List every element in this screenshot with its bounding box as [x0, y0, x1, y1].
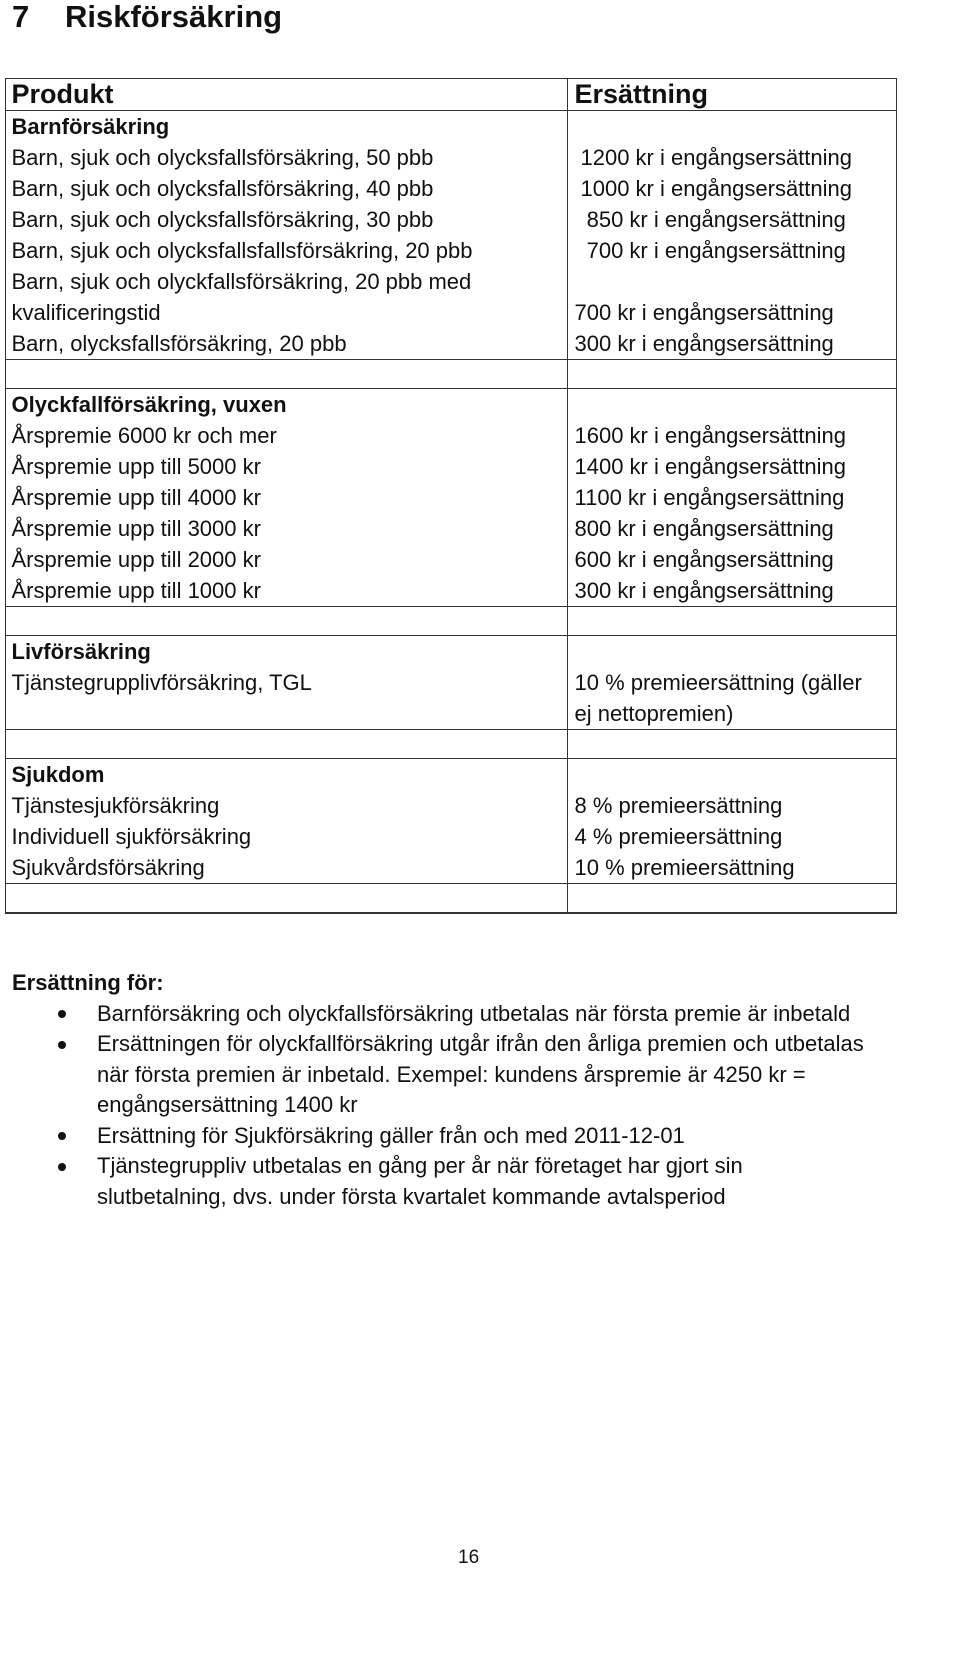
list-item-line: Barnförsäkring och olyckfallsförsäkring utbetalas när första premie är inbetald [97, 1000, 851, 1026]
product-cell: Årspremie upp till 3000 kr [6, 513, 568, 544]
bullet-icon [58, 1132, 66, 1140]
section-title: Riskförsäkring [65, 0, 283, 34]
list-item-line: slutbetalning, dvs. under första kvartalet kommande avtalsperiod [97, 1183, 726, 1209]
compensation-cell: 700 kr i engångsersättning [586, 238, 846, 263]
product-cell: Barn, sjuk och olycksfallsfallsförsäkring, 20 pbb [6, 235, 568, 266]
group-title: Livförsäkring [6, 636, 568, 667]
product-cell: Barn, sjuk och olycksfallsförsäkring, 50 pbb [6, 142, 568, 173]
compensation-cell: 1000 kr i engångsersättning [580, 176, 853, 201]
product-cell: Barn, sjuk och olycksfallsförsäkring, 40 pbb [6, 173, 568, 204]
empty-cell [6, 607, 568, 635]
bullet-icon [58, 1163, 66, 1171]
compensation-cell [568, 389, 897, 420]
table-row [6, 328, 896, 359]
group-title-row [6, 111, 896, 142]
product-cell: Barn, sjuk och olycksfallsförsäkring, 30 pbb [6, 204, 568, 235]
notes-title: Ersättning för: [12, 970, 164, 995]
table-header-row [6, 79, 896, 111]
product-cell: Individuell sjukförsäkring [6, 821, 568, 852]
table-group-barnforsakring [6, 111, 896, 266]
list-item-line: Ersättningen för olyckfallförsäkring utgår ifrån den årliga premien och utbetalas [97, 1031, 864, 1056]
table-row [6, 173, 896, 204]
header-product: Produkt [6, 79, 568, 110]
compensation-cell: 10 % premieersättning [574, 855, 795, 880]
table-row [6, 544, 896, 575]
group-title-row [6, 759, 896, 790]
empty-row [6, 606, 896, 636]
compensation-cell [568, 636, 897, 667]
header-compensation: Ersättning [574, 79, 709, 109]
product-line: kvalificeringstid [11, 300, 161, 325]
table-row [6, 266, 896, 328]
product-cell: Årspremie upp till 4000 kr [6, 482, 568, 513]
empty-row [6, 883, 896, 913]
product-line: Barn, sjuk och olyckfallsförsäkring, 20 pbb med [11, 269, 472, 294]
compensation-cell: 1400 kr i engångsersättning [574, 454, 847, 479]
bullet-icon [58, 1010, 66, 1018]
product-cell: Årspremie 6000 kr och mer [6, 420, 568, 451]
empty-row [6, 729, 896, 759]
empty-cell [6, 730, 568, 758]
compensation-cell: 1100 kr i engångsersättning [574, 485, 845, 510]
bullet-icon [58, 1041, 66, 1049]
empty-row [6, 359, 896, 389]
product-cell: Barn, olycksfallsförsäkring, 20 pbb [6, 328, 568, 359]
empty-cell [568, 884, 897, 912]
table-row [6, 575, 896, 606]
product-cell: Sjukvårdsförsäkring [6, 852, 568, 883]
list-item [0, 1151, 900, 1212]
empty-cell [568, 730, 897, 758]
section-heading [12, 0, 412, 35]
notes-list [0, 999, 900, 1213]
list-item [0, 1121, 900, 1152]
compensation-cell: 1600 kr i engångsersättning [574, 423, 847, 448]
empty-cell [6, 360, 568, 388]
table-row [6, 482, 896, 513]
compensation-cell [568, 667, 897, 729]
page-number: 16 [458, 1547, 480, 1568]
list-item-line: när första premien är inbetald. Exempel: kundens årspremie är 4250 kr = [97, 1061, 806, 1087]
table-row [6, 790, 896, 821]
compensation-cell: 300 kr i engångsersättning [574, 331, 834, 356]
table-row [6, 204, 896, 235]
product-cell: Årspremie upp till 5000 kr [6, 451, 568, 482]
product-cell: Tjänstesjukförsäkring [6, 790, 568, 821]
list-item-line: Tjänstegruppliv utbetalas en gång per år när företaget har gjort sin [97, 1153, 743, 1178]
product-cell: Årspremie upp till 2000 kr [6, 544, 568, 575]
table-row [6, 667, 896, 729]
compensation-cell [568, 759, 897, 790]
compensation-cell: 300 kr i engångsersättning [574, 578, 834, 603]
compensation-cell: 4 % premieersättning [574, 824, 783, 849]
list-item-line: engångsersättning 1400 kr [97, 1092, 358, 1117]
compensation-cell: 8 % premieersättning [574, 793, 783, 818]
list-item [0, 1029, 900, 1121]
group-title: Sjukdom [6, 759, 568, 790]
insurance-table [5, 78, 897, 914]
compensation-cell [568, 111, 897, 142]
group-title: Olyckfallförsäkring, vuxen [6, 389, 568, 420]
compensation-cell: 1200 kr i engångsersättning [580, 145, 853, 170]
list-item [0, 999, 900, 1030]
list-item-line: Ersättning för Sjukförsäkring gäller från och med 2011-12-01 [97, 1122, 685, 1148]
empty-cell [6, 884, 568, 912]
group-title-row [6, 389, 896, 420]
table-row [6, 821, 896, 852]
table-row [6, 420, 896, 451]
table-row [6, 513, 896, 544]
table-row [6, 235, 896, 266]
section-number: 7 [12, 0, 30, 34]
compensation-cell: 600 kr i engångsersättning [574, 547, 834, 572]
compensation-cell: 700 kr i engångsersättning [574, 300, 834, 325]
group-title-row [6, 636, 896, 667]
compensation-line: ej nettopremien) [574, 701, 734, 726]
product-cell [6, 266, 568, 328]
compensation-cell: 800 kr i engångsersättning [574, 516, 834, 541]
table-row [6, 451, 896, 482]
table-row [6, 142, 896, 173]
group-title: Barnförsäkring [6, 111, 568, 142]
empty-cell [568, 360, 897, 388]
product-cell: Årspremie upp till 1000 kr [6, 575, 568, 606]
empty-cell [568, 607, 897, 635]
product-cell: Tjänstegrupplivförsäkring, TGL [6, 667, 568, 729]
compensation-line: 10 % premieersättning (gäller [574, 670, 862, 695]
compensation-cell: 850 kr i engångsersättning [586, 207, 846, 232]
table-row [6, 852, 896, 883]
